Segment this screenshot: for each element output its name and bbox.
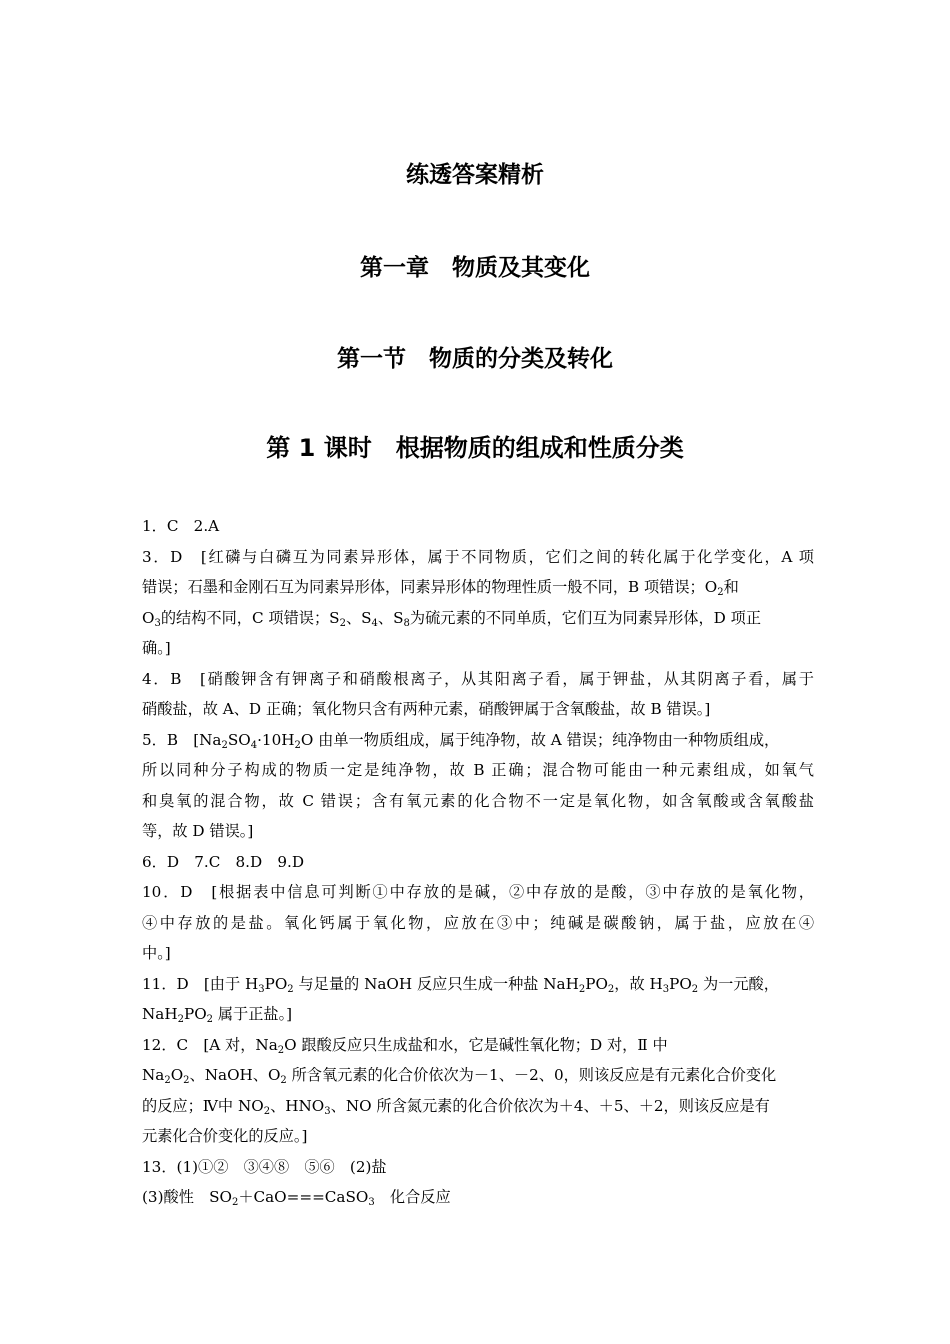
answer-12-line-3: 的反应；Ⅳ中 $NO_2$、$HNO_3$、NO 所含氮元素的化合价依次为＋4、＋5、＋2，则该反应是有 — [142, 1096, 770, 1117]
page-title: 练透答案精析 — [406, 162, 544, 188]
answer-12-line-1: 12．C [A 对，$Na_2O$ 跟酸反应只生成盐和水，它是碱性氧化物；D 对，Ⅱ 中 — [142, 1035, 668, 1056]
answer-5-line-4: 等，故 D 错误。] — [142, 822, 254, 840]
chapter-heading: 第一章 物质及其变化 — [360, 255, 590, 281]
answer-3-line-2: 错误；石墨和金刚石互为同素异形体，同素异形体的物理性质一般不同，B 项错误；$O_2$和 — [142, 578, 739, 598]
answer-4-line-1: 4．B [硝酸钾含有钾离子和硝酸根离子，从其阳离子看，属于钾盐，从其阴离子看，属于 — [142, 669, 814, 688]
answer-13-line-1: 13．(1)①② ③④⑧ ⑤⑥ (2)盐 — [142, 1157, 387, 1176]
lesson-heading: 第 1 课时 根据物质的组成和性质分类 — [266, 434, 684, 462]
answer-4-line-2: 硝酸盐，故 A、D 正确；氧化物只含有两种元素，硝酸钾属于含氧酸盐，故 B 错误。] — [142, 700, 711, 718]
answer-10-line-2: ④中存放的是盐。氧化钙属于氧化物，应放在③中；纯碱是碳酸钠，属于盐，应放在④ — [142, 913, 814, 932]
answer-5-line-1: 5．B [$Na_2SO_4\cdot 10H_2O$ 由单一物质组成，属于纯净物，故 A 错误；纯净物由一种物质组成， — [142, 730, 780, 751]
section-heading: 第一节 物质的分类及转化 — [337, 346, 613, 372]
answer-list — [142, 511, 814, 1213]
answer-line-1-2: 1．C 2.A — [142, 517, 220, 535]
answer-5-line-3: 和臭氧的混合物，故 C 错误；含有氧元素的化合物不一定是氧化物，如含氧酸或含氧酸盐 — [142, 791, 814, 810]
answer-3-line-1: 3．D [红磷与白磷互为同素异形体，属于不同物质，它们之间的转化属于化学变化，A 项 — [142, 547, 814, 566]
answer-12-line-4: 元素化合价变化的反应。] — [142, 1127, 308, 1145]
answer-11-line-1: 11．D [由于 $H_3PO_2$ 与足量的 NaOH 反应只生成一种盐 $NaH_2PO_2$，故 $H_3PO_2$ 为一元酸， — [142, 974, 779, 995]
answer-10-line-3: 中。] — [142, 944, 171, 962]
answer-3-line-3: $O_3$的结构不同，C 项错误；$S_2$、$S_4$、$S_8$为硫元素的不同单质，它们互为同素异形体，D 项正 — [142, 608, 762, 629]
answer-line-6-9: 6．D 7.C 8.D 9.D — [142, 852, 305, 871]
answer-12-line-2: $Na_2O_2$、NaOH、$O_2$ 所含氧元素的化合价依次为－1、－2、0，则该反应是有元素化合价变化 — [142, 1066, 777, 1086]
answer-10-line-1: 10．D [根据表中信息可判断①中存放的是碱，②中存放的是酸，③中存放的是氧化物， — [142, 883, 814, 901]
answer-5-line-2: 所以同种分子构成的物质一定是纯净物，故 B 正确；混合物可能由一种元素组成，如氧气 — [142, 761, 814, 779]
answer-11-line-2: $NaH_2PO_2$ 属于正盐。] — [142, 1005, 293, 1025]
answer-3-line-4: 确。] — [142, 639, 171, 657]
answer-13-line-2: (3)酸性 $SO_2+CaO===CaSO_3$ 化合反应 — [142, 1188, 451, 1208]
